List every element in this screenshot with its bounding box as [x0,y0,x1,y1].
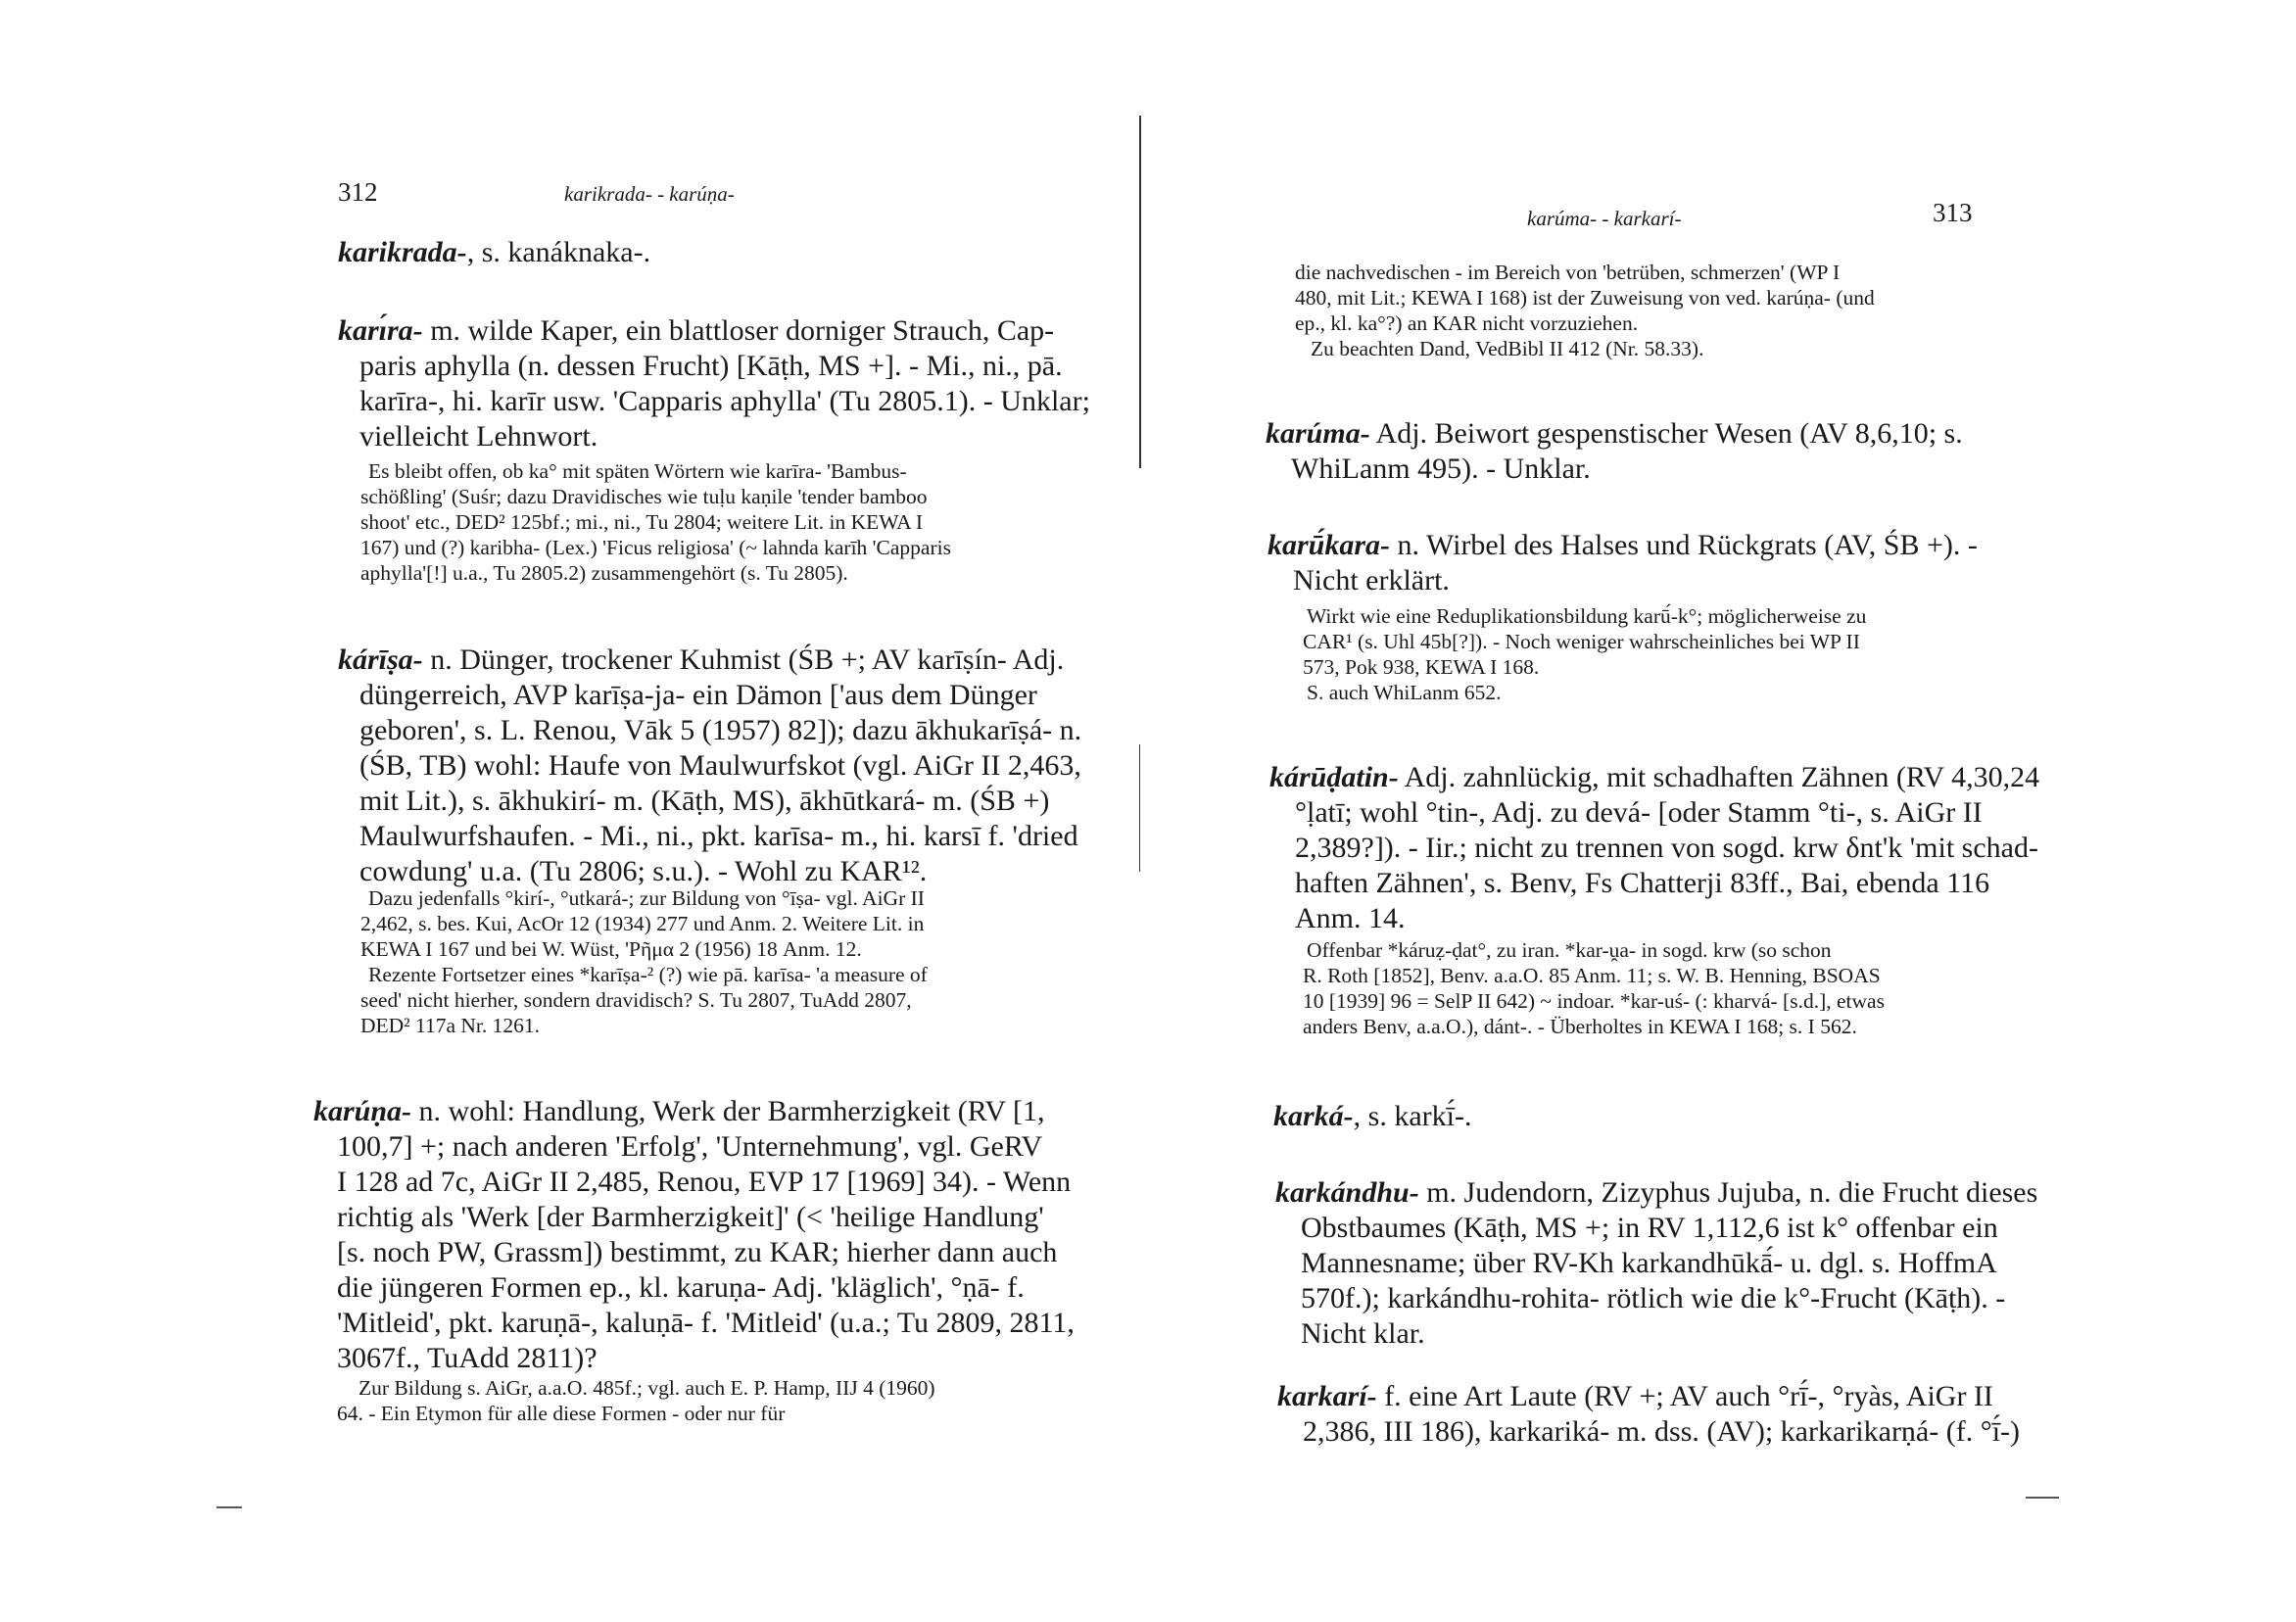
entry-note: Offenbar *káruẓ-ḍat°, zu iran. *kar-ṷa- in sogd. krw (so schon R. Roth [1852], Benv. a.a.O. 85 Anm. 11; s. W. B. Henning, BSOAS 10 [1939] 96 = SelP II 642) ~ indoar. *kar-uś- (: kharvá- [s.d.], etwas anders Benv, a.a.O.), dánt-. - Überholtes in KEWA I 168; s. I 562. [1303,938,1885,1038]
page-number: 312 [338,177,378,207]
dictionary-entry: karká-, s. karkī́-. [1273,1100,1472,1132]
dictionary-entry: kárīṣa- n. Dünger, trockener Kuhmist (ŚB +; AV karīṣín- Adj. düngerreich, AVP karīṣa-ja- ein Dämon ['aus dem Dünger geboren', s. L. Renou, Vāk 5 (1957) 82]); dazu ākhukarīṣá- n. (ŚB, TB) wohl: Haufe von Maulwurfskot (vgl. AiGr II 2,463, mit Lit.), s. ākhukirí- m. (Kāṭh, MS), ākhūtkará- m. (ŚB +) Maulwurfshaufen. - Mi., ni., pkt. karīsa- m., hi. karsī f. 'dried cowdung' u.a. (Tu 2806; s.u.). - Wohl zu KAR¹². [338,644,1082,887]
running-head: karúma- - karkarí- [1527,207,1682,230]
binding-gutter-line [1139,116,1141,468]
dictionary-entry: karikrada-, s. kanáknaka-. [338,236,651,268]
right-page [1148,0,2296,1622]
running-head: karikrada- - karúṇa- [564,182,735,206]
binding-gutter-line [1139,744,1140,872]
dictionary-entry: karkarí- f. eine Art Laute (RV +; AV auch °rī́-, °ryàs, AiGr II 2,386, III 186), karkariká- m. dss. (AV); karkarikarṇá- (f. °ī́-) [1277,1380,2021,1448]
headword: karúṇa- [313,1095,412,1127]
headword: karkarí- [1277,1380,1377,1412]
page-number: 313 [1933,198,1973,227]
scan-mark [216,1506,242,1508]
headword: karikrada- [338,236,467,268]
headword: kárīṣa- [338,644,423,676]
entry-note: Dazu jedenfalls °kirí-, °utkará-; zur Bildung von °īṣa- vgl. AiGr II 2,462, s. bes. Kui, AcOr 12 (1934) 277 und Anm. 2. Weitere Lit. in KEWA I 167 und bei W. Wüst, 'Pῆμα 2 (1956) 18 Anm. 12. [360,886,925,961]
headword: karúma- [1266,417,1370,450]
entry-note: Wirkt wie eine Reduplikationsbildung karū́-k°; möglicherweise zu CAR¹ (s. Uhl 45b[?]). - Noch weniger wahrscheinliches bei WP II 573, Pok 938, KEWA I 168. S. auch WhiLanm 652. [1303,604,1867,704]
continued-note: die nachvedischen - im Bereich von 'betrüben, schmerzen' (WP I 480, mit Lit.; KEWA I 168) ist der Zuweisung von ved. karúṇa- (und ep., kl. ka°?) an KAR nicht vorzuziehen. Zu beachten Dand, VedBibl II 412 (Nr. 58.33). [1295,261,1875,360]
dictionary-entry: kárūḍatin- Adj. zahnlückig, mit schadhaften Zähnen (RV 4,30,24 °ḷatī; wohl °tin-, Adj. zu devá- [oder Stamm °ti-, s. AiGr II 2,389?]). - Iir.; nicht zu trennen von sogd. krw δnt'k 'mit schad- haften Zähnen', s. Benv, Fs Chatterji 83ff., Bai, ebenda 116 Anm. 14. [1269,761,2040,934]
headword: karkándhu- [1275,1176,1419,1209]
entry-note: Rezente Fortsetzer eines *karīṣa-² (?) wie pā. karīsa- 'a measure of seed' nicht hierher, sondern dravidisch? S. Tu 2807, TuAdd 2807, DED² 117a Nr. 1261. [360,963,928,1037]
dictionary-entry: karúma- Adj. Beiwort gespenstischer Wesen (AV 8,6,10; s. WhiLanm 495). - Unklar. [1266,417,1963,485]
entry-note: Zur Bildung s. AiGr, a.a.O. 485f.; vgl. auch E. P. Hamp, IIJ 4 (1960) 64. - Ein Etymon für alle diese Formen - oder nur für [337,1376,935,1425]
headword: kárūḍatin- [1269,761,1399,793]
entry-note: Es bleibt offen, ob ka° mit späten Wörtern wie karīra- 'Bambus- schößling' (Suśr; dazu Dravidisches wie tuḷu kaṇile 'tender bamboo shoot' etc., DED² 125bf.; mi., ni., Tu 2804; weitere Lit. in KEWA I 167) und (?) karibha- (Lex.) 'Ficus religiosa' (~ lahnda karīh 'Capparis aphylla'[!] u.a., Tu 2805.2) zusammengehört (s. Tu 2805). [360,459,951,585]
dictionary-entry: karúṇa- n. wohl: Handlung, Werk der Barmherzigkeit (RV [1, 100,7] +; nach anderen 'Erfolg', 'Unternehmung', vgl. GeRV I 128 ad 7c, AiGr II 2,485, Renou, EVP 17 [1969] 34). - Wenn richtig als 'Werk [der Barmherzigkeit]' (< 'heilige Handlung' [s. noch PW, Grassm]) bestimmt, zu KAR; hierher dann auch die jüngeren Formen ep., kl. karuṇa- Adj. 'kläglich', °ṇā- f. 'Mitleid', pkt. karuṇā-, kaluṇā- f. 'Mitleid' (u.a.; Tu 2809, 2811, 3067f., TuAdd 2811)? [313,1095,1075,1374]
dictionary-entry: karū́kara- n. Wirbel des Halses und Rückgrats (AV, ŚB +). - Nicht erklärt. [1268,529,1978,596]
headword: karı́ra- [338,314,423,347]
dictionary-entry: karı́ra- m. wilde Kaper, ein blattloser dorniger Strauch, Cap- paris aphylla (n. dessen Frucht) [Kāṭh, MS +]. - Mi., ni., pā. karīra-, hi. karīr usw. 'Capparis aphylla' (Tu 2805.1). - Unklar; vielleicht Lehnwort. [338,314,1090,453]
headword: karū́kara- [1268,529,1391,561]
dictionary-entry: karkándhu- m. Judendorn, Zizyphus Jujuba, n. die Frucht dieses Obstbaumes (Kāṭh, MS +; in RV 1,112,6 ist k° offenbar ein Mannesname; über RV-Kh karkandhūkā́- u. dgl. s. HoffmA 570f.); karkándhu-rohita- rötlich wie die k°-Frucht (Kāṭh). - Nicht klar. [1275,1176,2038,1350]
headword: karká- [1273,1100,1354,1132]
